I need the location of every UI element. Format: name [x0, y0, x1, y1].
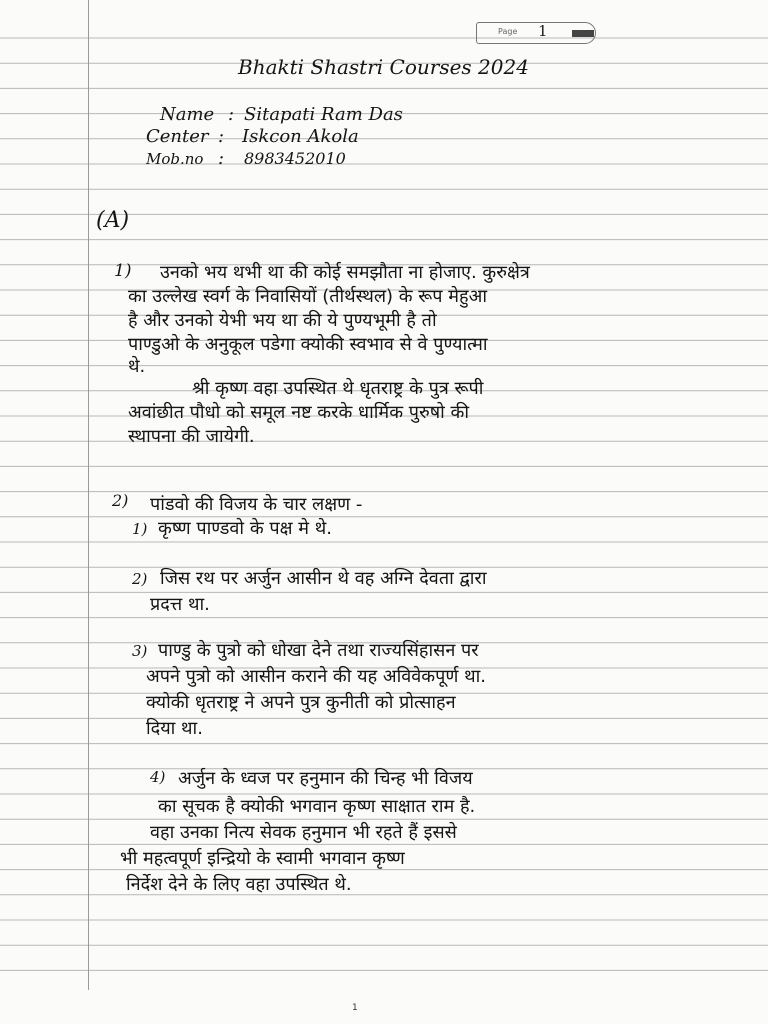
document-title: Bhakti Shastri Courses 2024 [238, 55, 529, 79]
answer-2-number: 2) [112, 491, 129, 510]
answer-1-line: का उल्लेख स्वर्ग के निवासियों (तीर्थस्थल) के रूप मेहुआ [128, 286, 487, 307]
section-heading: (A) [96, 208, 130, 233]
mobile-label: Mob.no [146, 150, 204, 168]
point-4-line: भी महत्वपूर्ण इन्द्रियो के स्वामी भगवान कृष्ण [120, 848, 405, 869]
answer-1-number: 1) [114, 261, 132, 281]
answer-1-line: श्री कृष्ण वहा उपस्थित थे धृतराष्ट्र के पुत्र रूपी [192, 378, 484, 399]
mobile-value: 8983452010 [244, 149, 346, 168]
page-number: 1 [538, 22, 548, 40]
brand-mark-icon [572, 30, 594, 37]
point-2-line: प्रदत्त था. [150, 594, 210, 615]
page-label: Page [498, 27, 518, 36]
point-3-line: दिया था. [146, 718, 203, 739]
footer-page-number: 1 [352, 1003, 358, 1013]
point-1-number: 1) [132, 520, 148, 538]
mobile-sep: : [218, 148, 225, 169]
point-4-line: वहा उनका नित्य सेवक हनुमान भी रहते हैं इससे [150, 822, 457, 843]
answer-1-line: है और उनको येभी भय था की ये पुण्यभूमी है तो [128, 310, 437, 331]
point-4-number: 4) [150, 768, 166, 786]
point-3-line: अपने पुत्रो को आसीन कराने की यह अविवेकपूर्ण था. [146, 666, 486, 687]
margin-line [88, 0, 89, 990]
answer-1-line: स्थापना की जायेगी. [128, 426, 255, 447]
answer-1-line: पाण्डुओ के अनुकूल पडेगा क्योकी स्वभाव से वे पुण्यात्मा [128, 334, 488, 355]
name-sep: : [228, 104, 235, 125]
point-1-line: कृष्ण पाण्डवो के पक्ष मे थे. [158, 518, 332, 539]
name-value: Sitapati Ram Das [244, 104, 403, 125]
point-3-line: पाण्डु के पुत्रो को धोखा देने तथा राज्यसिंहासन पर [158, 640, 479, 661]
center-label: Center [146, 126, 209, 147]
point-4-line: निर्देश देने के लिए वहा उपस्थित थे. [126, 874, 352, 895]
point-2-number: 2) [132, 570, 148, 588]
center-sep: : [218, 126, 225, 147]
point-2-line: जिस रथ पर अर्जुन आसीन थे वह अग्नि देवता द्वारा [160, 568, 487, 589]
answer-2-heading: पांडवो की विजय के चार लक्षण - [150, 494, 363, 515]
point-3-line: क्योकी धृतराष्ट्र ने अपने पुत्र कुनीती को प्रोत्साहन [146, 692, 456, 713]
answer-1-line: थे. [128, 356, 146, 377]
name-label: Name [160, 104, 215, 125]
answer-1-line: अवांछीत पौधो को समूल नष्ट करके धार्मिक पुरुषो की [128, 402, 470, 423]
point-4-line: का सूचक है क्योकी भगवान कृष्ण साक्षात राम है. [158, 796, 476, 817]
center-value: Iskcon Akola [242, 126, 359, 147]
point-3-number: 3) [132, 642, 148, 660]
answer-1-line: उनको भय थभी था की कोई समझौता ना होजाए. कुरुक्षेत्र [160, 262, 530, 283]
page-number-box [476, 22, 600, 44]
point-4-line: अर्जुन के ध्वज पर हनुमान की चिन्ह भी विजय [178, 768, 473, 789]
